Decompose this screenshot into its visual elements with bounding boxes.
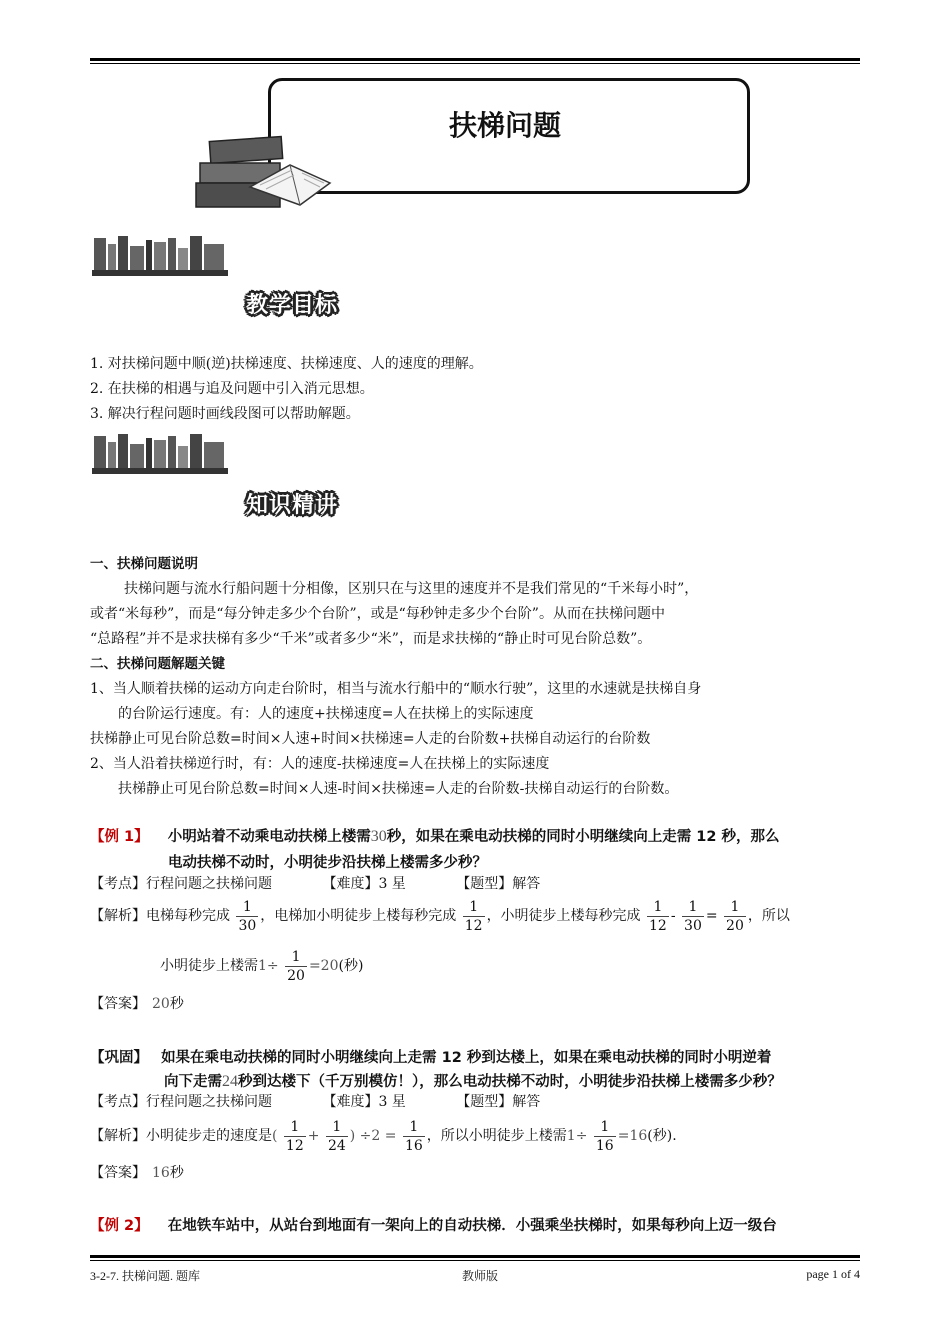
footer-rule-thin <box>90 1260 860 1261</box>
example-2-line-1: 【例 2】 在地铁车站中，从站台到地面有一架向上的自动扶梯．小强乘坐扶梯时，如果每秒向上迈一级台 <box>90 1218 777 1234</box>
knowledge-line: 的台阶运行速度。有：人的速度+扶梯速度=人在扶梯上的实际速度 <box>118 706 534 722</box>
fraction: $\frac{1}{12}$ <box>285 1118 304 1154</box>
objective-2: 2. 在扶梯的相遇与追及问题中引入消元思想。 <box>90 381 374 397</box>
example-tag: 【例 1】 <box>90 829 149 845</box>
fraction: $\frac{1}{20}$ <box>287 948 305 984</box>
example-1-line-2: 电动扶梯不动时，小明徒步沿扶梯上楼需多少秒？ <box>168 855 487 871</box>
header-rule-thick <box>90 58 860 61</box>
knowledge-line: 扶梯静止可见台阶总数=时间×人速-时间×扶梯速=人走的台阶数-扶梯自动运行的台阶数。 <box>118 781 679 797</box>
consolidation-answer: 【答案】 16秒 <box>90 1165 184 1181</box>
books-illustration <box>190 125 340 215</box>
knowledge-line: “总路程”并不是求扶梯有多少“千米”或者多少“米”，而是求扶梯的“静止时可见台阶总数”。 <box>90 631 652 647</box>
fraction: $\frac{1}{12}$ <box>464 898 483 934</box>
fraction: $\frac{1}{16}$ <box>595 1118 614 1154</box>
consolidation-meta: 【考点】行程问题之扶梯问题 【难度】3 星 【题型】解答 <box>90 1094 541 1110</box>
fraction: $\frac{1}{12}$ <box>649 898 667 934</box>
footer-center: 教师版 <box>461 1269 498 1283</box>
page-title: 扶梯问题 <box>448 109 561 142</box>
fraction: $\frac{1}{16}$ <box>404 1118 423 1154</box>
fraction: $\frac{1}{24}$ <box>327 1118 346 1154</box>
fraction: $\frac{1}{30}$ <box>238 898 257 934</box>
objective-1: 1. 对扶梯问题中顺(逆)扶梯速度、扶梯速度、人的速度的理解。 <box>90 356 483 372</box>
section-heading-objectives: 教学目标 <box>246 293 339 318</box>
example-1-analysis-line-2: 小明徒步上楼需1÷ $\frac{1}{20}$ =20(秒) <box>160 948 364 984</box>
knowledge-title-2: 二、扶梯问题解题关键 <box>90 656 225 672</box>
fraction: $\frac{1}{20}$ <box>726 898 744 934</box>
consolidation-line-2: 向下走需24秒到达楼下（千万别模仿！），那么电动扶梯不动时，小明徒步沿扶梯上楼需多少秒？ <box>164 1073 782 1090</box>
consolidation-analysis: 【解析】小明徒步走的速度是( $\frac{1}{12}$ + $\frac{1}{24}$ ) ÷2 = $\frac{1}{16}$ ，所以小明徒步上楼需1÷ $\frac{1}{16}$ =16(秒). <box>90 1118 677 1154</box>
header-rule-thin <box>90 63 860 64</box>
footer-rule-thick <box>90 1255 860 1258</box>
objective-3: 3. 解决行程问题时画线段图可以帮助解题。 <box>90 406 360 422</box>
knowledge-line: 或者“米每秒”，而是“每分钟走多少个台阶”，或是“每秒钟走多少个台阶”。从而在扶梯问题中 <box>90 606 665 622</box>
footer-page-number: page 1 of 4 <box>806 1267 860 1281</box>
knowledge-line: 扶梯问题与流水行船问题十分相像，区别只在与这里的速度并不是我们常见的“千米每小时”， <box>124 581 699 597</box>
knowledge-title-1: 一、扶梯问题说明 <box>90 556 198 572</box>
consolidation-line-1: 【巩固】 如果在乘电动扶梯的同时小明继续向上走需 12 秒到达楼上，如果在乘电动扶梯的同时小明逆着 <box>90 1050 772 1066</box>
example-1-line-1: 【例 1】 小明站着不动乘电动扶梯上楼需30秒，如果在乘电动扶梯的同时小明继续向上走需 12 秒，那么 <box>90 828 780 845</box>
example-tag: 【例 2】 <box>90 1218 149 1234</box>
bookshelf-icon <box>90 232 230 278</box>
knowledge-line: 2、当人沿着扶梯逆行时，有：人的速度-扶梯速度=人在扶梯上的实际速度 <box>90 756 550 772</box>
bookshelf-icon <box>90 430 230 476</box>
knowledge-line: 1、当人顺着扶梯的运动方向走台阶时，相当与流水行船中的“顺水行驶”，这里的水速就是扶梯自身 <box>90 681 702 697</box>
example-1-analysis: 【解析】电梯每秒完成 $\frac{1}{30}$ ，电梯加小明徒步上楼每秒完成 $\frac{1}{12}$ ，小明徒步上楼每秒完成 $\frac{1}{12}$ - $\frac{1}{30}$ = $\frac{1}{20}$ ，所以 <box>90 898 790 934</box>
knowledge-line: 扶梯静止可见台阶总数=时间×人速+时间×扶梯速=人走的台阶数+扶梯自动运行的台阶数 <box>90 731 651 747</box>
section-heading-knowledge: 知识精讲 <box>246 493 339 518</box>
consolidation-tag: 【巩固】 <box>90 1050 148 1066</box>
footer-left: 3-2-7. 扶梯问题. 题库 <box>90 1269 200 1283</box>
example-1-answer: 【答案】 20秒 <box>90 996 184 1012</box>
fraction: $\frac{1}{30}$ <box>684 898 702 934</box>
example-1-meta: 【考点】行程问题之扶梯问题 【难度】3 星 【题型】解答 <box>90 876 541 892</box>
